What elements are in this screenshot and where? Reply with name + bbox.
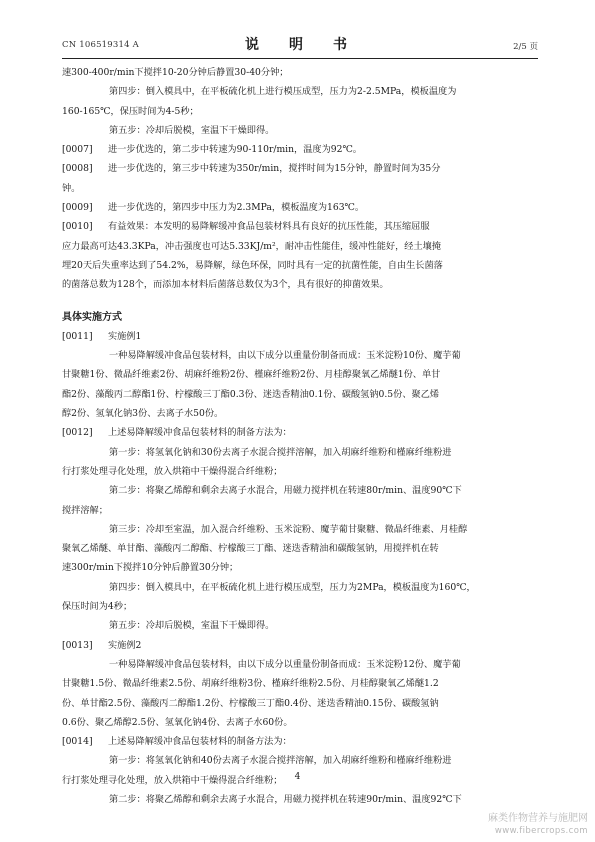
paragraph-0010 (62, 217, 538, 236)
text-line: 行打浆处理寻化处理，放入烘箱中干燥得混合纤维粉； (62, 465, 283, 477)
page-header (62, 34, 538, 54)
text-line: 一种易降解缓冲食品包装材料，由以下成分以重量份制备而成：玉米淀粉10份、魔芋葡 (109, 350, 461, 362)
paragraph-text: 进一步优选的，第四步中压力为2.3MPa，模板温度为163℃。 (108, 202, 365, 214)
paragraph-0007 (62, 140, 538, 159)
paragraph-text: 上述易降解缓冲食品包装材料的制备方法为： (108, 736, 292, 748)
text-line: 速300-400r/min下搅拌10-20分钟后静置30-40分钟； (62, 67, 289, 78)
text-line: 的菌落总数为128个，而添加本材料后菌落总数仅为3个，具有很好的抑菌效果。 (62, 279, 389, 291)
paragraph-text: 实施例1 (108, 330, 142, 342)
paragraph-text: 有益效果：本发明的易降解缓冲食品包装材料具有良好的抗压性能，其压缩屈服 (108, 221, 430, 233)
paragraph-tag: [0009] (62, 202, 93, 214)
watermark-text: 麻类作物营养与施肥网 (488, 813, 588, 824)
text-line: 一种易降解缓冲食品包装材料，由以下成分以重量份制备而成：玉米淀粉12份、魔芋葡 (109, 658, 461, 670)
paragraph-0013 (62, 636, 538, 655)
page-number: 4 (294, 772, 301, 782)
paragraph-0009 (62, 198, 538, 217)
text-line: 160-165℃，保压时间为4-5秒； (62, 105, 199, 117)
watermark (460, 813, 588, 837)
paragraph-tag: [0010] (62, 221, 93, 233)
text-line: 第五步：冷却后脱模，室温下干燥即得。 (109, 620, 275, 632)
text-line: 第五步：冷却后脱模，室温下干燥即得。 (109, 124, 275, 136)
header-rule (62, 58, 538, 59)
paragraph-0012 (62, 423, 538, 442)
text-line: 第一步：将氢氧化钠和30份去离子水混合搅拌溶解，加入胡麻纤维粉和槿麻纤维粉进 (109, 446, 452, 458)
paragraph-tag: [0007] (62, 144, 93, 156)
text-line: 聚氧乙烯醚、单甘酯、藻酸丙二醇酯、柠檬酸三丁酯、迷迭香精油和碳酸氢钠，用搅拌机在转 (62, 543, 439, 555)
paragraph-0011 (62, 327, 538, 346)
paragraph-text: 进一步优选的，第三步中转速为350r/min，搅拌时间为15分钟，静置时间为35分 (108, 163, 441, 175)
paragraph-0014 (62, 732, 538, 751)
text-line: 钟。 (62, 182, 81, 194)
paragraph-text: 实施例2 (108, 639, 142, 651)
text-line: 第二步：将聚乙烯醇和剩余去离子水混合，用磁力搅拌机在转速80r/min、温度90℃下 (109, 485, 462, 497)
text-line: 保压时间为4秒； (62, 601, 133, 613)
document-title: 说 明 书 (245, 37, 355, 53)
text-line: 0.6份、聚乙烯醇2.5份、氢氧化钠4份、去离子水60份。 (62, 716, 293, 728)
paragraph-tag: [0011] (62, 330, 93, 342)
text-line: 醇2份、氢氧化钠3份、去离子水50份。 (62, 408, 224, 420)
paragraph-tag: [0012] (62, 427, 93, 439)
text-line: 第四步：倒入模具中，在平板硫化机上进行模压成型，压力为2-2.5MPa，模板温度为 (109, 86, 457, 98)
text-line: 甘聚糖1.5份、微晶纤维素2.5份、胡麻纤维粉3份、槿麻纤维粉2.5份、月桂醇聚氧乙烯醚1.2 (62, 678, 439, 690)
paragraph-text: 上述易降解缓冲食品包装材料的制备方法为： (108, 427, 292, 439)
text-line: 甘聚糖1份、微晶纤维素2份、胡麻纤维粉2份、槿麻纤维粉2份、月桂醇聚氧乙烯醚1份、单甘 (62, 369, 441, 381)
document-body (62, 63, 538, 809)
text-line: 应力最高可达43.3KPa，冲击强度也可达5.33KJ/m²，耐冲击性能佳，缓冲性能好，经土壤掩 (62, 240, 442, 252)
watermark-url: www.fibercrops.com (494, 826, 588, 836)
text-line: 搅拌溶解； (62, 504, 108, 516)
page-info: 2/5 页 (513, 42, 538, 52)
text-line: 速300r/min下搅拌10分钟后静置30分钟； (62, 562, 239, 574)
text-line: 埋20天后失重率达到了54.2%，易降解，绿色环保，同时具有一定的抗菌性能，自由生长菌落 (62, 259, 443, 271)
paragraph-tag: [0014] (62, 736, 93, 748)
text-line: 酯2份、藻酸丙二醇酯1份、柠檬酸三丁酯0.3份、迷迭香精油0.1份、碳酸氢钠0.5份、聚乙烯 (62, 388, 440, 400)
text-line: 第二步：将聚乙烯醇和剩余去离子水混合，用磁力搅拌机在转速90r/min、温度92℃下 (109, 793, 462, 805)
text-line: 第三步：冷却至室温，加入混合纤维粉、玉米淀粉、魔芋葡甘聚糖、微晶纤维素、月桂醇 (109, 523, 468, 535)
paragraph-0008 (62, 159, 538, 178)
text-line: 行打浆处理寻化处理，放入烘箱中干燥得混合纤维粉； (62, 774, 283, 786)
publication-number: CN 106519314 A (62, 40, 139, 50)
paragraph-text: 进一步优选的，第二步中转速为90-110r/min，温度为92℃。 (108, 144, 362, 156)
paragraph-tag: [0013] (62, 639, 93, 651)
text-line: 第一步：将氢氧化钠和40份去离子水混合搅拌溶解，加入胡麻纤维粉和槿麻纤维粉进 (109, 755, 452, 767)
text-line: 第四步：倒入模具中，在平板硫化机上进行模压成型，压力为2MPa，模板温度为160℃， (109, 581, 476, 593)
section-heading: 具体实施方式 (62, 311, 122, 323)
text-line: 份、单甘酯2.5份、藻酸丙二醇酯1.2份、柠檬酸三丁酯0.4份、迷迭香精油0.15份、碳酸氢钠 (62, 697, 439, 709)
paragraph-tag: [0008] (62, 163, 93, 175)
